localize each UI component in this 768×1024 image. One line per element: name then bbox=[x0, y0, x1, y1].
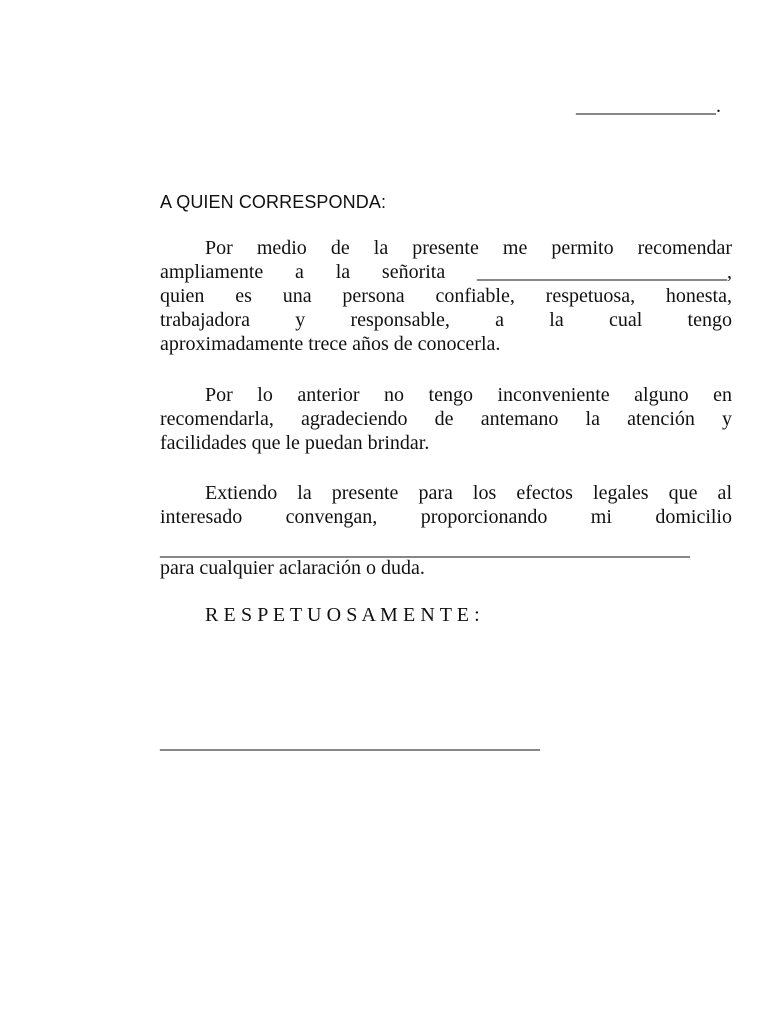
paragraph-no-inconvenience bbox=[160, 383, 732, 455]
paragraph-line: recomendarla, agradeciendo de antemano la atención y bbox=[160, 408, 732, 430]
paragraph-line: quien es una persona confiable, respetuosa, honesta, bbox=[160, 285, 732, 307]
paragraph-line: trabajadora y responsable, a la cual tengo bbox=[160, 309, 732, 331]
signature-blank-line: ______________________________________ bbox=[160, 731, 540, 753]
paragraph-recommendation bbox=[160, 236, 732, 356]
paragraph-line: facilidades que le puedan brindar. bbox=[160, 432, 430, 454]
paragraph-line: ampliamente a la señorita _________________________, bbox=[160, 261, 732, 283]
paragraph-line: para cualquier aclaración o duda. bbox=[160, 557, 425, 579]
salutation: A QUIEN CORRESPONDA: bbox=[160, 192, 387, 212]
paragraph-legal-effects bbox=[160, 481, 732, 529]
paragraph-line: Por lo anterior no tengo inconveniente alguno en bbox=[205, 384, 732, 406]
paragraph-line: Extiendo la presente para los efectos legales que al bbox=[205, 482, 732, 504]
address-blank-line: _____________________________________________________ bbox=[160, 538, 690, 560]
paragraph-line: interesado convengan, proporcionando mi domicilio bbox=[160, 506, 732, 528]
date-blank-line: ______________. bbox=[576, 95, 721, 117]
closing-respectfully: R E S P E T U O S A M E N T E : bbox=[205, 604, 480, 626]
paragraph-line: aproximadamente trece años de conocerla. bbox=[160, 333, 501, 355]
paragraph-line: Por medio de la presente me permito recomendar bbox=[205, 237, 732, 259]
